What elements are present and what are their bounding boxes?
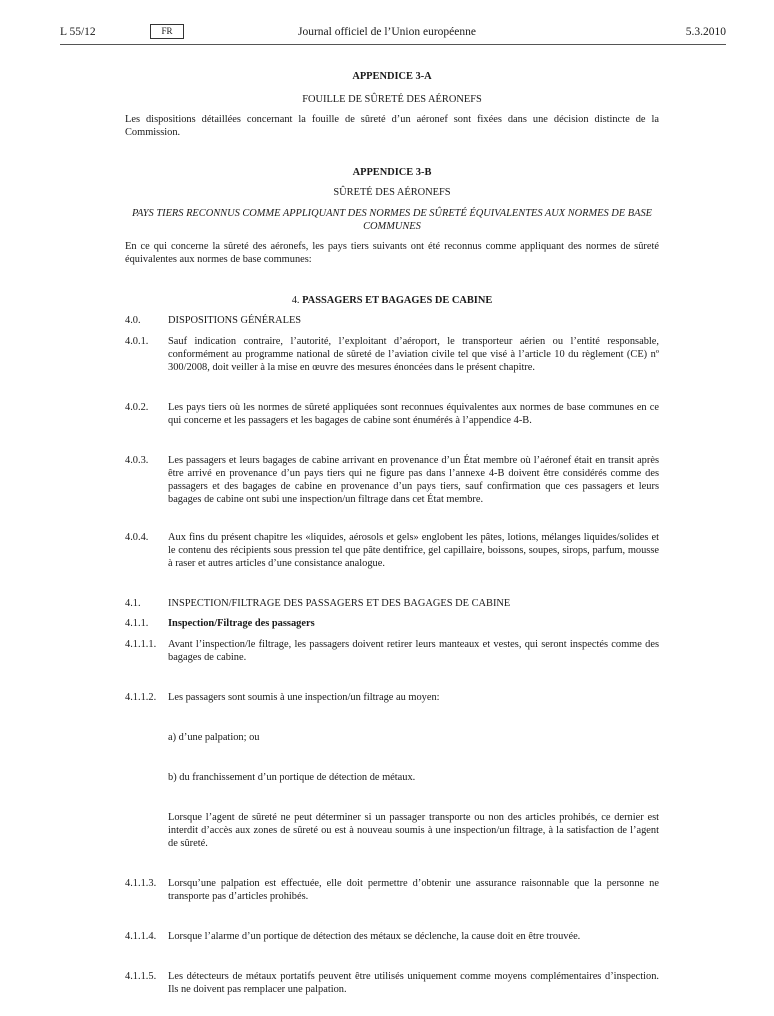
- paragraph: Lorsque l’agent de sûreté ne peut déterminer si un passager transporte ou non des articles prohibés, ce dernier est interdit d’accès aux zones de sûreté ou est à nouveau soumis à une inspection/un filtrage, à la satisfaction de l’agent de sûreté.: [168, 812, 659, 849]
- section-num: 4.1.1.5.: [125, 971, 157, 982]
- list-item: b) du franchissement d’un portique de détection de métaux.: [168, 772, 416, 783]
- section-num: 4.0.1.: [125, 336, 149, 347]
- section-num: 4.1.1.4.: [125, 931, 157, 942]
- section-num: 4.1.1.1.: [125, 639, 157, 650]
- section-num: 4.1.: [125, 598, 141, 609]
- section-heading: INSPECTION/FILTRAGE DES PASSAGERS ET DES BAGAGES DE CABINE: [168, 598, 511, 609]
- section-num: 4.1.1.3.: [125, 878, 157, 889]
- section-num: 4.0.: [125, 315, 141, 326]
- journal-title: Journal officiel de l’Union européenne: [298, 26, 476, 38]
- language-badge: FR: [150, 24, 184, 39]
- section-num: 4.1.1.2.: [125, 692, 157, 703]
- appendix-3a-title: APPENDICE 3-A: [352, 71, 432, 82]
- subsection-heading: Inspection/Filtrage des passagers: [168, 618, 315, 629]
- paragraph: Les pays tiers où les normes de sûreté appliquées sont reconnues équivalentes aux normes de base communes en ce qui concerne et les passagers et les bagages de cabine sont énumérés à l’appendice 4-B.: [168, 402, 659, 426]
- section-num: 4.0.3.: [125, 455, 149, 466]
- appendix-3b-title: APPENDICE 3-B: [352, 167, 432, 178]
- list-item: a) d’une palpation; ou: [168, 732, 260, 743]
- publication-date: 5.3.2010: [685, 26, 726, 38]
- paragraph: Les passagers sont soumis à une inspection/un filtrage au moyen:: [168, 692, 440, 703]
- paragraph: Lorsque l’alarme d’un portique de détection des métaux se déclenche, la cause doit en être trouvée.: [168, 931, 581, 942]
- page-number: L 55/12: [60, 26, 96, 38]
- appendix-3a-subtitle: FOUILLE DE SÛRETÉ DES AÉRONEFS: [302, 94, 482, 105]
- paragraph: Aux fins du présent chapitre les «liquides, aérosols et gels» englobent les pâtes, lotions, mélanges liquides/solides et le contenu des récipients sous pression tel que pâte dentifrice, gel capillaire, boissons, soupes, sirops, parfum, mousse à raser et autres articles d’une consistance analogue.: [168, 532, 659, 569]
- paragraph: Sauf indication contraire, l’autorité, l’exploitant d’aéroport, le transporteur aérien ou l’entité responsable, conformément au programme national de sûreté de l’aviation civile tel que visé à l’article 10 du règlement (CE) nº 300/2008, doit veiller à la mise en œuvre des mesures énoncées dans le présent chapitre.: [168, 336, 659, 373]
- chapter-title: PASSAGERS ET BAGAGES DE CABINE: [302, 295, 493, 306]
- paragraph: Avant l’inspection/le filtrage, les passagers doivent retirer leurs manteaux et vestes, qui seront inspectés comme des bagages de cabine.: [168, 639, 659, 663]
- section-heading: DISPOSITIONS GÉNÉRALES: [168, 315, 302, 326]
- section-num: 4.1.1.: [125, 618, 149, 629]
- section-num: 4.0.4.: [125, 532, 149, 543]
- appendix-3a-text: Les dispositions détaillées concernant la fouille de sûreté d’un aéronef sont fixées dans une décision distincte de la Commission.: [125, 114, 659, 138]
- section-num: 4.0.2.: [125, 402, 149, 413]
- page-header: [0, 26, 774, 40]
- appendix-3b-text: En ce qui concerne la sûreté des aéronefs, les pays tiers suivants ont été reconnus comme appliquant des normes de sûreté équivalentes aux normes de base communes:: [125, 241, 659, 265]
- paragraph: Lorsqu’une palpation est effectuée, elle doit permettre d’obtenir une assurance raisonnable que la personne ne transporte pas d’articles prohibés.: [168, 878, 659, 902]
- chapter-number: 4.: [291, 295, 300, 306]
- paragraph: Les détecteurs de métaux portatifs peuvent être utilisés uniquement comme moyens complémentaires d’inspection. Ils ne doivent pas remplacer une palpation.: [168, 971, 659, 995]
- appendix-3b-subtitle: SÛRETÉ DES AÉRONEFS: [333, 187, 451, 198]
- chapter-heading: [125, 294, 659, 307]
- header-rule: [60, 44, 726, 45]
- paragraph: Les passagers et leurs bagages de cabine arrivant en provenance d’un État membre où l’aéronef était en transit après être arrivé en provenance d’un pays tiers qui ne figure pas dans l’annexe 4-B doivent être considérés comme des passagers et des bagages de cabine en provenance d’un pays tiers, sauf confirmation que ces passagers et leurs bagages de cabine ont subi une inspection/un filtrage dans cet État membre.: [168, 455, 659, 505]
- appendix-3b-italic-heading: PAYS TIERS RECONNUS COMME APPLIQUANT DES NORMES DE SÛRETÉ ÉQUIVALENTES AUX NORMES DE BASE COMMUNES: [132, 208, 652, 232]
